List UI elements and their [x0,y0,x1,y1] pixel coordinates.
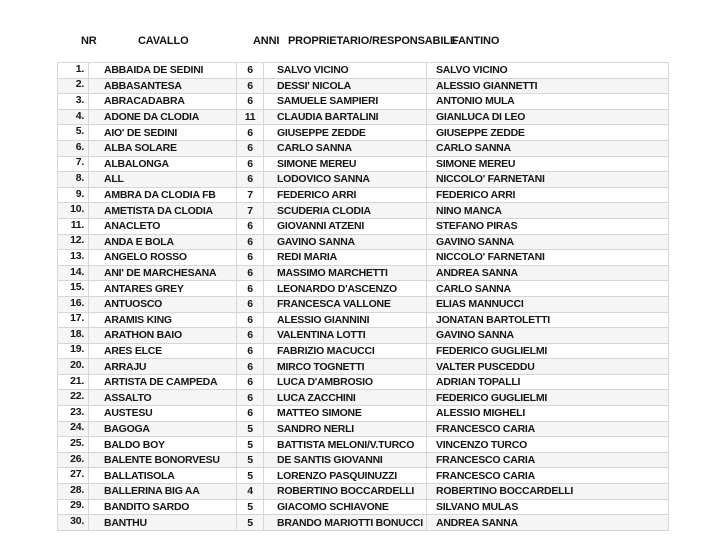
column-headers [0,35,720,49]
row-number: 19. [70,343,84,356]
row-number: 15. [70,281,84,294]
fantino-cell: FRANCESCO CARIA [427,468,669,484]
table-row [58,156,669,172]
anni-cell: 7 [237,187,264,203]
proprietario-cell: GIACOMO SCHIAVONE [264,499,427,515]
row-number: 12. [70,234,84,247]
row-number: 8. [75,171,84,184]
anni-cell: 6 [237,250,264,266]
anni-cell: 6 [237,359,264,375]
proprietario-cell: VALENTINA LOTTI [264,328,427,344]
row-number: 3. [75,93,84,106]
table-row [58,328,669,344]
table-row [58,296,669,312]
cavallo-cell: BALLERINA BIG AA [89,484,237,500]
row-number: 5. [75,125,84,138]
table-row [58,125,669,141]
row-number: 11. [70,218,84,231]
proprietario-cell: CLAUDIA BARTALINI [264,109,427,125]
anni-cell: 6 [237,140,264,156]
fantino-cell: ROBERTINO BOCCARDELLI [427,484,669,500]
nr-cell [58,343,89,359]
nr-cell [58,281,89,297]
cavallo-cell: AIO' DE SEDINI [89,125,237,141]
nr-cell [58,125,89,141]
cavallo-cell: BANTHU [89,515,237,531]
row-number: 14. [70,265,84,278]
nr-cell [58,296,89,312]
table-row [58,172,669,188]
cavallo-cell: ANACLETO [89,218,237,234]
nr-cell [58,109,89,125]
cavallo-cell: ABBASANTESA [89,78,237,94]
table-row [58,515,669,531]
table-row [58,281,669,297]
cavallo-cell: ARRAJU [89,359,237,375]
table-row [58,499,669,515]
row-number: 20. [70,359,84,372]
anni-cell: 6 [237,63,264,79]
fantino-cell: ADRIAN TOPALLI [427,374,669,390]
fantino-cell: STEFANO PIRAS [427,218,669,234]
cavallo-cell: ANGELO ROSSO [89,250,237,266]
header-nr: NR [81,35,97,47]
nr-cell [58,421,89,437]
table-row [58,203,669,219]
fantino-cell: ANTONIO MULA [427,94,669,110]
table-row [58,406,669,422]
fantino-cell: VINCENZO TURCO [427,437,669,453]
anni-cell: 6 [237,374,264,390]
proprietario-cell: BATTISTA MELONI/V.TURCO [264,437,427,453]
row-number: 16. [70,296,84,309]
nr-cell [58,406,89,422]
table-row [58,218,669,234]
cavallo-cell: BAGOGA [89,421,237,437]
fantino-cell: NICCOLO' FARNETANI [427,172,669,188]
cavallo-cell: BANDITO SARDO [89,499,237,515]
fantino-cell: SILVANO MULAS [427,499,669,515]
cavallo-cell: ASSALTO [89,390,237,406]
cavallo-cell: ANTARES GREY [89,281,237,297]
nr-cell [58,328,89,344]
table-row [58,109,669,125]
table-row [58,421,669,437]
table-row [58,359,669,375]
nr-cell [58,156,89,172]
cavallo-cell: ANDA E BOLA [89,234,237,250]
cavallo-cell: ARAMIS KING [89,312,237,328]
proprietario-cell: FRANCESCA VALLONE [264,296,427,312]
cavallo-cell: AMBRA DA CLODIA FB [89,187,237,203]
nr-cell [58,359,89,375]
fantino-cell: ANDREA SANNA [427,515,669,531]
fantino-cell: FRANCESCO CARIA [427,452,669,468]
nr-cell [58,468,89,484]
horse-table [57,62,668,531]
table-row [58,484,669,500]
proprietario-cell: MASSIMO MARCHETTI [264,265,427,281]
proprietario-cell: ALESSIO GIANNINI [264,312,427,328]
nr-cell [58,63,89,79]
fantino-cell: FEDERICO ARRI [427,187,669,203]
table-row [58,250,669,266]
fantino-cell: ALESSIO GIANNETTI [427,78,669,94]
cavallo-cell: BALDO BOY [89,437,237,453]
anni-cell: 7 [237,203,264,219]
proprietario-cell: ROBERTINO BOCCARDELLI [264,484,427,500]
row-number: 22. [70,390,84,403]
anni-cell: 6 [237,343,264,359]
table-row [58,437,669,453]
header-anni: ANNI [253,35,280,47]
row-number: 28. [70,483,84,496]
nr-cell [58,218,89,234]
proprietario-cell: LODOVICO SANNA [264,172,427,188]
horse-table-body [58,63,669,531]
anni-cell: 5 [237,515,264,531]
fantino-cell: GIUSEPPE ZEDDE [427,125,669,141]
fantino-cell: ANDREA SANNA [427,265,669,281]
anni-cell: 5 [237,468,264,484]
proprietario-cell: MIRCO TOGNETTI [264,359,427,375]
anni-cell: 5 [237,452,264,468]
anni-cell: 6 [237,281,264,297]
cavallo-cell: ARTISTA DE CAMPEDA [89,374,237,390]
cavallo-cell: ALBALONGA [89,156,237,172]
nr-cell [58,390,89,406]
cavallo-cell: ANTUOSCO [89,296,237,312]
row-number: 18. [70,327,84,340]
proprietario-cell: LUCA ZACCHINI [264,390,427,406]
nr-cell [58,203,89,219]
anni-cell: 6 [237,125,264,141]
fantino-cell: SIMONE MEREU [427,156,669,172]
fantino-cell: ELIAS MANNUCCI [427,296,669,312]
cavallo-cell: AMETISTA DA CLODIA [89,203,237,219]
proprietario-cell: LUCA D'AMBROSIO [264,374,427,390]
nr-cell [58,452,89,468]
anni-cell: 6 [237,328,264,344]
row-number: 9. [75,187,84,200]
fantino-cell: GAVINO SANNA [427,328,669,344]
row-number: 13. [70,249,84,262]
row-number: 21. [70,374,84,387]
nr-cell [58,172,89,188]
anni-cell: 6 [237,312,264,328]
fantino-cell: ALESSIO MIGHELI [427,406,669,422]
anni-cell: 5 [237,421,264,437]
anni-cell: 6 [237,406,264,422]
nr-cell [58,78,89,94]
cavallo-cell: AUSTESU [89,406,237,422]
nr-cell [58,140,89,156]
anni-cell: 6 [237,78,264,94]
proprietario-cell: SCUDERIA CLODIA [264,203,427,219]
table-row [58,452,669,468]
fantino-cell: GIANLUCA DI LEO [427,109,669,125]
fantino-cell: FEDERICO GUGLIELMI [427,343,669,359]
row-number: 17. [70,312,84,325]
proprietario-cell: GAVINO SANNA [264,234,427,250]
fantino-cell: NINO MANCA [427,203,669,219]
cavallo-cell: ARES ELCE [89,343,237,359]
anni-cell: 5 [237,437,264,453]
nr-cell [58,499,89,515]
row-number: 26. [70,452,84,465]
anni-cell: 6 [237,172,264,188]
nr-cell [58,515,89,531]
row-number: 10. [70,203,84,216]
header-proprietario: PROPRIETARIO/RESPONSABILE [288,35,458,47]
row-number: 27. [70,468,84,481]
fantino-cell: FRANCESCO CARIA [427,421,669,437]
table-row [58,343,669,359]
cavallo-cell: ALBA SOLARE [89,140,237,156]
table-row [58,187,669,203]
row-number: 6. [75,140,84,153]
nr-cell [58,94,89,110]
proprietario-cell: LEONARDO D'ASCENZO [264,281,427,297]
cavallo-cell: BALENTE BONORVESU [89,452,237,468]
anni-cell: 11 [237,109,264,125]
proprietario-cell: DE SANTIS GIOVANNI [264,452,427,468]
nr-cell [58,484,89,500]
fantino-cell: CARLO SANNA [427,140,669,156]
header-cavallo: CAVALLO [138,35,189,47]
proprietario-cell: DESSI' NICOLA [264,78,427,94]
cavallo-cell: BALLATISOLA [89,468,237,484]
table-row [58,374,669,390]
anni-cell: 4 [237,484,264,500]
anni-cell: 6 [237,94,264,110]
nr-cell [58,250,89,266]
table-row [58,140,669,156]
table-row [58,390,669,406]
row-number: 30. [70,515,84,528]
proprietario-cell: MATTEO SIMONE [264,406,427,422]
cavallo-cell: ARATHON BAIO [89,328,237,344]
proprietario-cell: BRANDO MARIOTTI BONUCCI [264,515,427,531]
table-row [58,468,669,484]
table-row [58,78,669,94]
row-number: 2. [75,78,84,91]
nr-cell [58,312,89,328]
anni-cell: 6 [237,390,264,406]
anni-cell: 6 [237,156,264,172]
anni-cell: 6 [237,265,264,281]
table-row [58,312,669,328]
row-number: 1. [75,62,84,75]
proprietario-cell: CARLO SANNA [264,140,427,156]
proprietario-cell: FABRIZIO MACUCCI [264,343,427,359]
proprietario-cell: GIUSEPPE ZEDDE [264,125,427,141]
fantino-cell: NICCOLO' FARNETANI [427,250,669,266]
fantino-cell: CARLO SANNA [427,281,669,297]
table-row [58,94,669,110]
proprietario-cell: SAMUELE SAMPIERI [264,94,427,110]
proprietario-cell: REDI MARIA [264,250,427,266]
cavallo-cell: ADONE DA CLODIA [89,109,237,125]
anni-cell: 6 [237,234,264,250]
proprietario-cell: GIOVANNI ATZENI [264,218,427,234]
nr-cell [58,234,89,250]
row-number: 23. [70,405,84,418]
row-number: 4. [75,109,84,122]
table-row [58,234,669,250]
proprietario-cell: SANDRO NERLI [264,421,427,437]
table-row [58,63,669,79]
fantino-cell: FEDERICO GUGLIELMI [427,390,669,406]
proprietario-cell: FEDERICO ARRI [264,187,427,203]
proprietario-cell: LORENZO PASQUINUZZI [264,468,427,484]
row-number: 7. [75,156,84,169]
anni-cell: 5 [237,499,264,515]
row-number: 24. [70,421,84,434]
table-row [58,265,669,281]
nr-cell [58,374,89,390]
header-fantino: FANTINO [452,35,500,47]
nr-cell [58,437,89,453]
proprietario-cell: SALVO VICINO [264,63,427,79]
row-number: 25. [70,437,84,450]
fantino-cell: SALVO VICINO [427,63,669,79]
fantino-cell: GAVINO SANNA [427,234,669,250]
anni-cell: 6 [237,218,264,234]
cavallo-cell: ALL [89,172,237,188]
cavallo-cell: ABBAIDA DE SEDINI [89,63,237,79]
fantino-cell: JONATAN BARTOLETTI [427,312,669,328]
cavallo-cell: ANI' DE MARCHESANA [89,265,237,281]
proprietario-cell: SIMONE MEREU [264,156,427,172]
nr-cell [58,265,89,281]
nr-cell [58,187,89,203]
row-number: 29. [70,499,84,512]
fantino-cell: VALTER PUSCEDDU [427,359,669,375]
anni-cell: 6 [237,296,264,312]
cavallo-cell: ABRACADABRA [89,94,237,110]
